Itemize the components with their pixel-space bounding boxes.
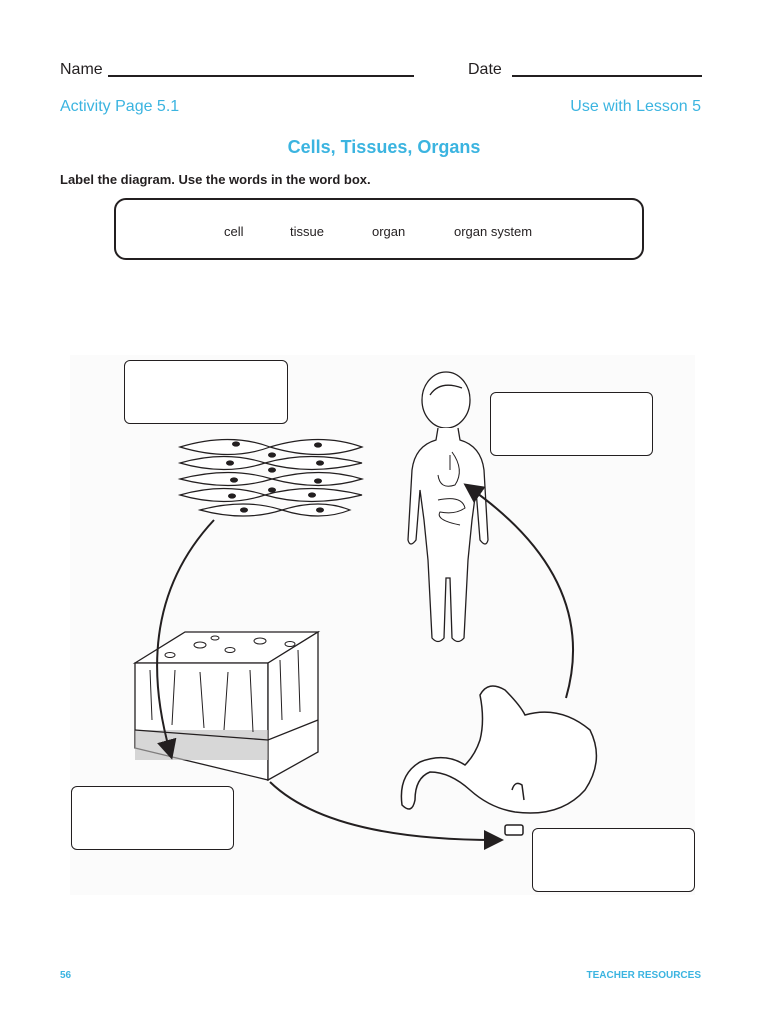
footer-section: TEACHER RESOURCES (586, 970, 701, 981)
label-box-organ-system[interactable] (490, 392, 653, 456)
name-label: Name (60, 61, 103, 78)
page-number: 56 (60, 970, 72, 981)
word-organ-system: organ system (454, 224, 533, 239)
word-organ: organ (372, 224, 406, 239)
lesson-label: Use with Lesson 5 (570, 98, 701, 115)
label-box-organ[interactable] (532, 828, 695, 892)
word-cell: cell (224, 224, 244, 239)
instructions: Label the diagram. Use the words in the word box. (60, 172, 371, 187)
date-label: Date (468, 61, 502, 78)
label-box-cell[interactable] (124, 360, 288, 424)
label-box-tissue[interactable] (71, 786, 234, 850)
activity-page-label: Activity Page 5.1 (60, 98, 180, 115)
word-tissue: tissue (290, 224, 324, 239)
page-title: Cells, Tissues, Organs (287, 137, 481, 157)
tissue-block-illustration (135, 632, 318, 780)
